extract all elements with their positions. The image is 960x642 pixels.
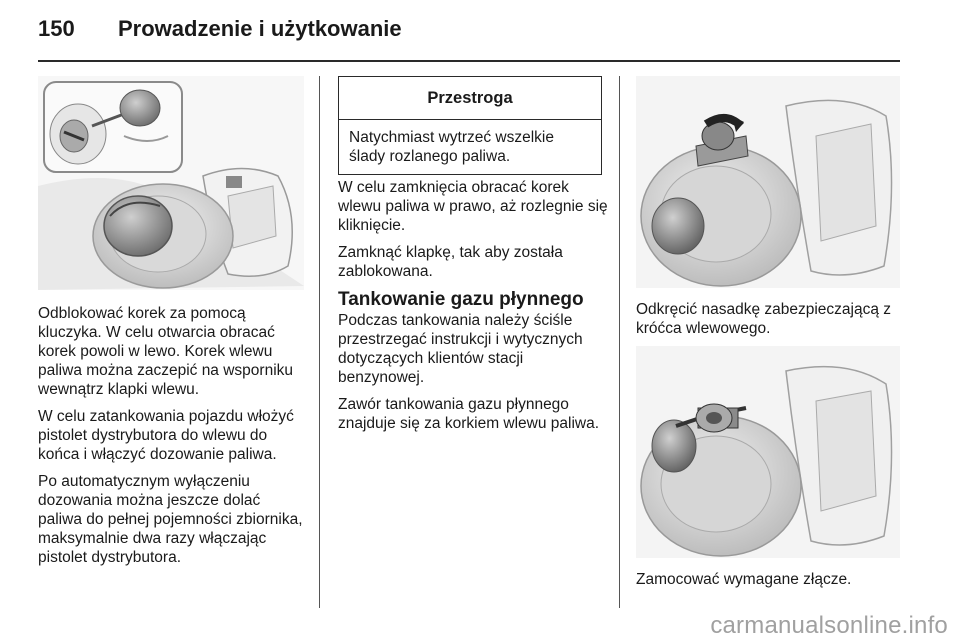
column-divider-left [319,76,320,608]
caption-mount-connector: Zamocować wymagane złącze. [636,571,852,588]
caution-box [338,76,602,175]
paragraph: W celu zamknięcia obracać korek wlewu paliwa w prawo, aż rozlegnie się kliknięcie. [338,179,608,234]
fuel-cap-key-illustration [38,76,304,290]
mount-connector-illustration [636,346,900,558]
subheading: Tankowanie gazu płynnego [338,289,584,310]
watermark: carmanualsonline.info [710,612,948,639]
caution-title: Przestroga [339,77,601,120]
remove-adapter-cap-illustration [636,76,900,288]
page-number: 150 [38,16,75,41]
paragraph: W celu zatankowania pojazdu włożyć pistolet dystrybutora do wlewu do końca i włączyć dozowanie paliwa. [38,408,294,463]
caution-text: Natychmiast wytrzeć wszelkie ślady rozlanego paliwa. [349,129,554,165]
caption-remove-adapter-cap: Odkręcić nasadkę zabezpieczającą z króćca wlewowego. [636,301,892,337]
section-title: Prowadzenie i użytkowanie [118,16,402,41]
paragraph: Podczas tankowania należy ściśle przestrzegać instrukcji i wytycznych dotyczących klientów stacji benzynowej. [338,312,583,386]
column2-text [338,178,610,441]
column-divider-right [619,76,620,608]
paragraph: Zawór tankowania gazu płynnego znajduje się za korkiem wlewu paliwa. [338,396,600,432]
paragraph: Odblokować korek za pomocą kluczyka. W celu otwarcia obracać korek powoli w lewo. Korek wlewu paliwa można zaczepić na wsporniku wewnątrz klapki wlewu. [38,305,294,398]
paragraph: Po automatycznym wyłączeniu dozowania można jeszcze dolać paliwa do pełnej pojemności zbiornika, maksymalnie dwa razy włączając pistolet dystrybutora. [38,473,303,566]
header-rule [38,60,900,62]
column1-text [38,304,308,575]
paragraph: Zamknąć klapkę, tak aby została zablokowana. [338,244,563,280]
